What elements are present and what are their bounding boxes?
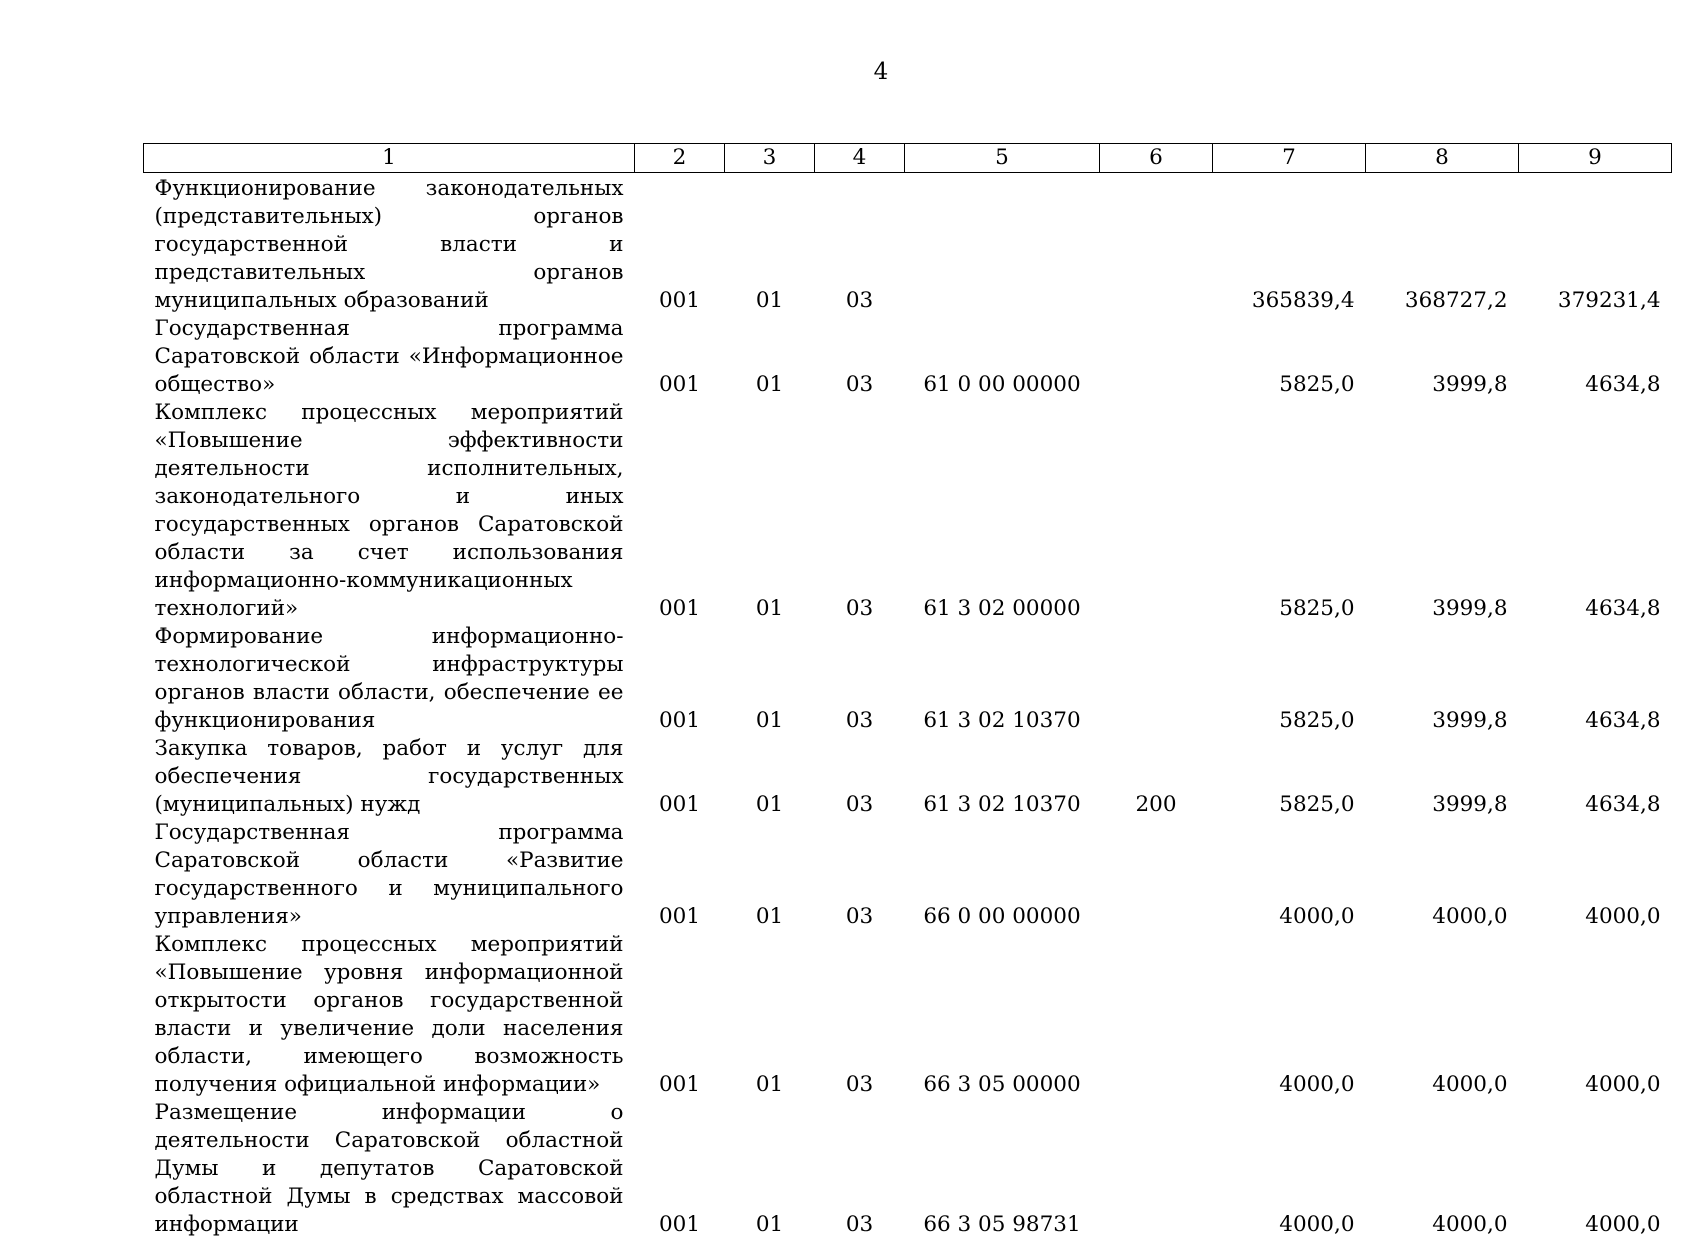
ministry-code: 001 bbox=[658, 1212, 701, 1237]
expense-type-code bbox=[1100, 819, 1213, 931]
subsection-code: 03 bbox=[845, 288, 874, 313]
subsection-code: 03 bbox=[845, 904, 874, 929]
table-row bbox=[144, 1099, 1672, 1239]
amount-col-9: 4634,8 bbox=[1585, 596, 1661, 621]
section-code: 01 bbox=[755, 904, 784, 929]
amount-col-9: 4000,0 bbox=[1585, 904, 1661, 929]
amount-col-8: 4000,0 bbox=[1432, 904, 1508, 929]
section-code: 01 bbox=[755, 792, 784, 817]
ministry-code: 001 bbox=[658, 596, 701, 621]
subsection-code: 03 bbox=[845, 1212, 874, 1237]
amount-col-8: 3999,8 bbox=[1432, 792, 1508, 817]
row-description: Закупка товаров, работ и услуг для обеспечения государственных (муниципальных) нужд bbox=[154, 736, 624, 817]
table-row bbox=[144, 931, 1672, 1099]
target-article-code: 66 3 05 98731 bbox=[923, 1212, 1081, 1237]
table-row bbox=[144, 173, 1672, 316]
ministry-code: 001 bbox=[658, 708, 701, 733]
table-row bbox=[144, 315, 1672, 399]
ministry-code: 001 bbox=[658, 904, 701, 929]
ministry-code: 001 bbox=[658, 372, 701, 397]
expense-type-code bbox=[1100, 399, 1213, 623]
amount-col-7: 4000,0 bbox=[1279, 904, 1355, 929]
column-header: 9 bbox=[1519, 144, 1672, 173]
amount-col-9: 4634,8 bbox=[1585, 708, 1661, 733]
section-code: 01 bbox=[755, 288, 784, 313]
amount-col-7: 5825,0 bbox=[1279, 792, 1355, 817]
table-row bbox=[144, 819, 1672, 931]
amount-col-7: 5825,0 bbox=[1279, 596, 1355, 621]
row-description: Комплекс процессных мероприятий «Повышение эффективности деятельности исполнительных, законодательного и иных государственных органов Саратовской области за счет использования информационно-коммуникационных технологий» bbox=[154, 400, 624, 621]
amount-col-9: 4000,0 bbox=[1585, 1212, 1661, 1237]
target-article-code: 66 3 05 00000 bbox=[923, 1072, 1081, 1097]
amount-col-7: 5825,0 bbox=[1279, 372, 1355, 397]
ministry-code: 001 bbox=[658, 288, 701, 313]
expense-type-code: 200 bbox=[1135, 792, 1177, 817]
amount-col-7: 5825,0 bbox=[1279, 708, 1355, 733]
target-article-code: 61 3 02 10370 bbox=[923, 792, 1081, 817]
amount-col-9: 4000,0 bbox=[1585, 1072, 1661, 1097]
column-header: 8 bbox=[1366, 144, 1519, 173]
row-description: Государственная программа Саратовской области «Развитие государственного и муниципального управления» bbox=[154, 820, 624, 929]
target-article-code: 61 3 02 00000 bbox=[923, 596, 1081, 621]
amount-col-7: 4000,0 bbox=[1279, 1212, 1355, 1237]
section-code: 01 bbox=[755, 596, 784, 621]
budget-table bbox=[143, 143, 1672, 1239]
section-code: 01 bbox=[755, 1212, 784, 1237]
row-description: Формирование информационно-технологической инфраструктуры органов власти области, обеспечение ее функционирования bbox=[154, 624, 624, 733]
row-description: Комплекс процессных мероприятий «Повышение уровня информационной открытости органов государственной власти и увеличение доли населения области, имеющего возможность получения официальной информации» bbox=[154, 932, 624, 1097]
expense-type-code bbox=[1100, 623, 1213, 735]
section-code: 01 bbox=[755, 372, 784, 397]
target-article-code: 61 3 02 10370 bbox=[923, 708, 1081, 733]
amount-col-9: 4634,8 bbox=[1585, 372, 1661, 397]
amount-col-7: 365839,4 bbox=[1251, 288, 1355, 313]
subsection-code: 03 bbox=[845, 1072, 874, 1097]
expense-type-code bbox=[1100, 173, 1213, 316]
amount-col-9: 4634,8 bbox=[1585, 792, 1661, 817]
expense-type-code bbox=[1100, 315, 1213, 399]
amount-col-8: 368727,2 bbox=[1404, 288, 1508, 313]
amount-col-8: 3999,8 bbox=[1432, 372, 1508, 397]
subsection-code: 03 bbox=[845, 596, 874, 621]
table-row bbox=[144, 399, 1672, 623]
row-description: Государственная программа Саратовской области «Информационное общество» bbox=[154, 316, 624, 397]
subsection-code: 03 bbox=[845, 372, 874, 397]
subsection-code: 03 bbox=[845, 792, 874, 817]
page-number: 4 bbox=[873, 59, 889, 85]
target-article-code bbox=[905, 173, 1100, 316]
amount-col-8: 4000,0 bbox=[1432, 1212, 1508, 1237]
column-header: 3 bbox=[725, 144, 815, 173]
section-code: 01 bbox=[755, 1072, 784, 1097]
amount-col-8: 4000,0 bbox=[1432, 1072, 1508, 1097]
column-header: 5 bbox=[905, 144, 1100, 173]
subsection-code: 03 bbox=[845, 708, 874, 733]
column-header: 4 bbox=[815, 144, 905, 173]
column-header: 2 bbox=[635, 144, 725, 173]
column-header: 7 bbox=[1213, 144, 1366, 173]
target-article-code: 66 0 00 00000 bbox=[923, 904, 1081, 929]
table-row bbox=[144, 623, 1672, 735]
amount-col-8: 3999,8 bbox=[1432, 708, 1508, 733]
amount-col-8: 3999,8 bbox=[1432, 596, 1508, 621]
column-header: 1 bbox=[144, 144, 635, 173]
expense-type-code bbox=[1100, 1099, 1213, 1239]
section-code: 01 bbox=[755, 708, 784, 733]
target-article-code: 61 0 00 00000 bbox=[923, 372, 1081, 397]
amount-col-7: 4000,0 bbox=[1279, 1072, 1355, 1097]
ministry-code: 001 bbox=[658, 792, 701, 817]
amount-col-9: 379231,4 bbox=[1557, 288, 1661, 313]
table-row bbox=[144, 735, 1672, 819]
column-number-header-row bbox=[144, 144, 1672, 173]
column-header: 6 bbox=[1100, 144, 1213, 173]
expense-type-code bbox=[1100, 931, 1213, 1099]
row-description: Размещение информации о деятельности Саратовской областной Думы и депутатов Саратовской областной Думы в средствах массовой информации bbox=[154, 1100, 624, 1237]
ministry-code: 001 bbox=[658, 1072, 701, 1097]
row-description: Функционирование законодательных (представительных) органов государственной власти и представительных органов муниципальных образований bbox=[154, 176, 624, 313]
